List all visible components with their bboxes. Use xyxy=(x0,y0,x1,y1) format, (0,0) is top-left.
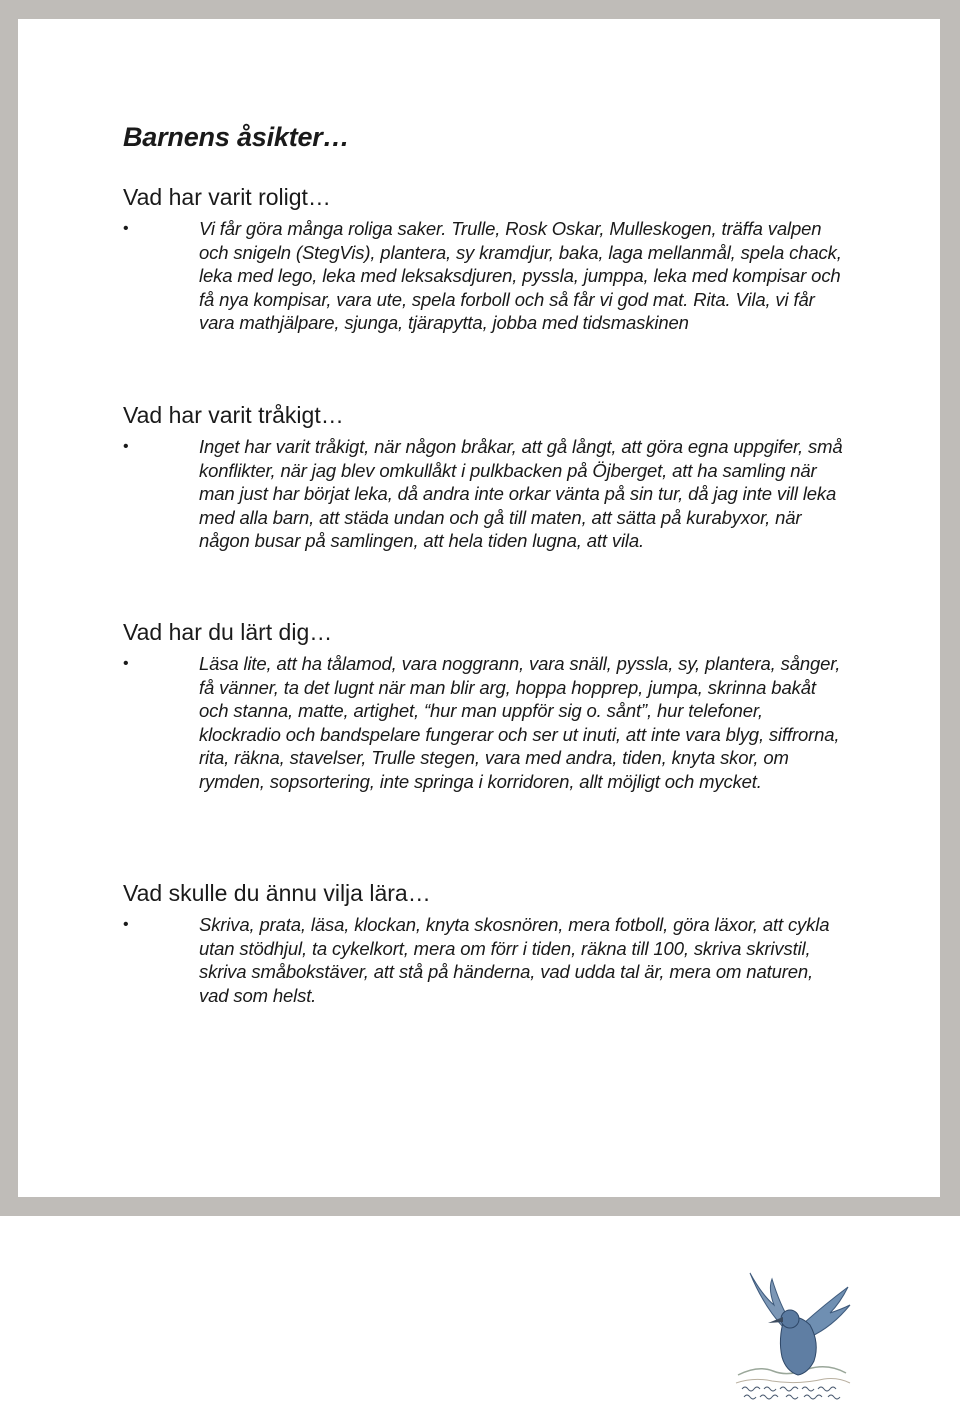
section-lart xyxy=(123,619,843,793)
list-item xyxy=(123,913,843,1007)
section-heading: Vad har du lärt dig… xyxy=(123,619,333,645)
list-item-text: Vi får göra många roliga saker. Trulle, Rosk Oskar, Mulleskogen, träffa valpen och snigeln (StegVis), plantera, sy kramdjur, baka, laga mellanmål, spela chack, leka med lego, leka med leksaksdjuren, pyssla, jumppa, leka med kompisar och få nya kompisar, vara ute, spela forboll och så får vi god mat. Rita. Vila, vi får vara mathjälpare, sjunga, tjärapytta, jobba med tidsmaskinen xyxy=(199,218,842,333)
bird-logo-icon xyxy=(728,1265,858,1403)
bullet-icon: • xyxy=(123,438,129,455)
list-item-text: Skriva, prata, läsa, klockan, knyta skosnören, mera fotboll, göra läxor, att cykla utan stödhjul, ta cykelkort, mera om förr i tiden, räkna till 100, skriva skrivstil, skriva småbokstäver, att stå på händerna, vad udda tal är, mera om naturen, vad som helst. xyxy=(199,914,830,1006)
bullet-icon: • xyxy=(123,655,129,672)
list-item xyxy=(123,435,843,553)
list-item-text: Inget har varit tråkigt, när någon bråkar, att gå långt, att göra egna uppgifer, små konflikter, när jag blev omkullåkt i pulkbacken på Öjberget, att ha samling när man just har börjat leka, då andra inte orkar vänta på sin tur, då jag inte vill leka med alla barn, att städa undan och gå till maten, att sätta på kurabyxor, när någon busar på samlingen, att hela tiden lugna, att vila. xyxy=(199,436,843,551)
section-trakigt xyxy=(123,402,843,553)
bullet-icon: • xyxy=(123,916,129,933)
section-heading: Vad har varit tråkigt… xyxy=(123,402,344,428)
page-title: Barnens åsikter… xyxy=(123,122,350,152)
list-item-text: Läsa lite, att ha tålamod, vara noggrann, vara snäll, pyssla, sy, plantera, sånger, få vänner, ta det lugnt när man blir arg, hoppa hopprep, jumpa, skrinna bakåt och stanna, matte, artighet, “hur man uppför sig o. sånt”, hur telefoner, klockradio och bandspelare fungerar och ser ut inuti, att inte vara blyg, siffrorna, rita, räkna, stavelser, Trulle stegen, vara med andra, tiden, knyta skor, om rymden, sopsortering, inte springa i korridoren, allt möjligt och mycket. xyxy=(199,653,841,792)
section-heading: Vad skulle du ännu vilja lära… xyxy=(123,880,431,906)
section-vilja-lara xyxy=(123,880,843,1007)
section-heading: Vad har varit roligt… xyxy=(123,184,331,210)
list-item xyxy=(123,217,843,335)
section-roligt xyxy=(123,184,843,335)
bullet-icon: • xyxy=(123,220,129,237)
list-item xyxy=(123,652,843,793)
